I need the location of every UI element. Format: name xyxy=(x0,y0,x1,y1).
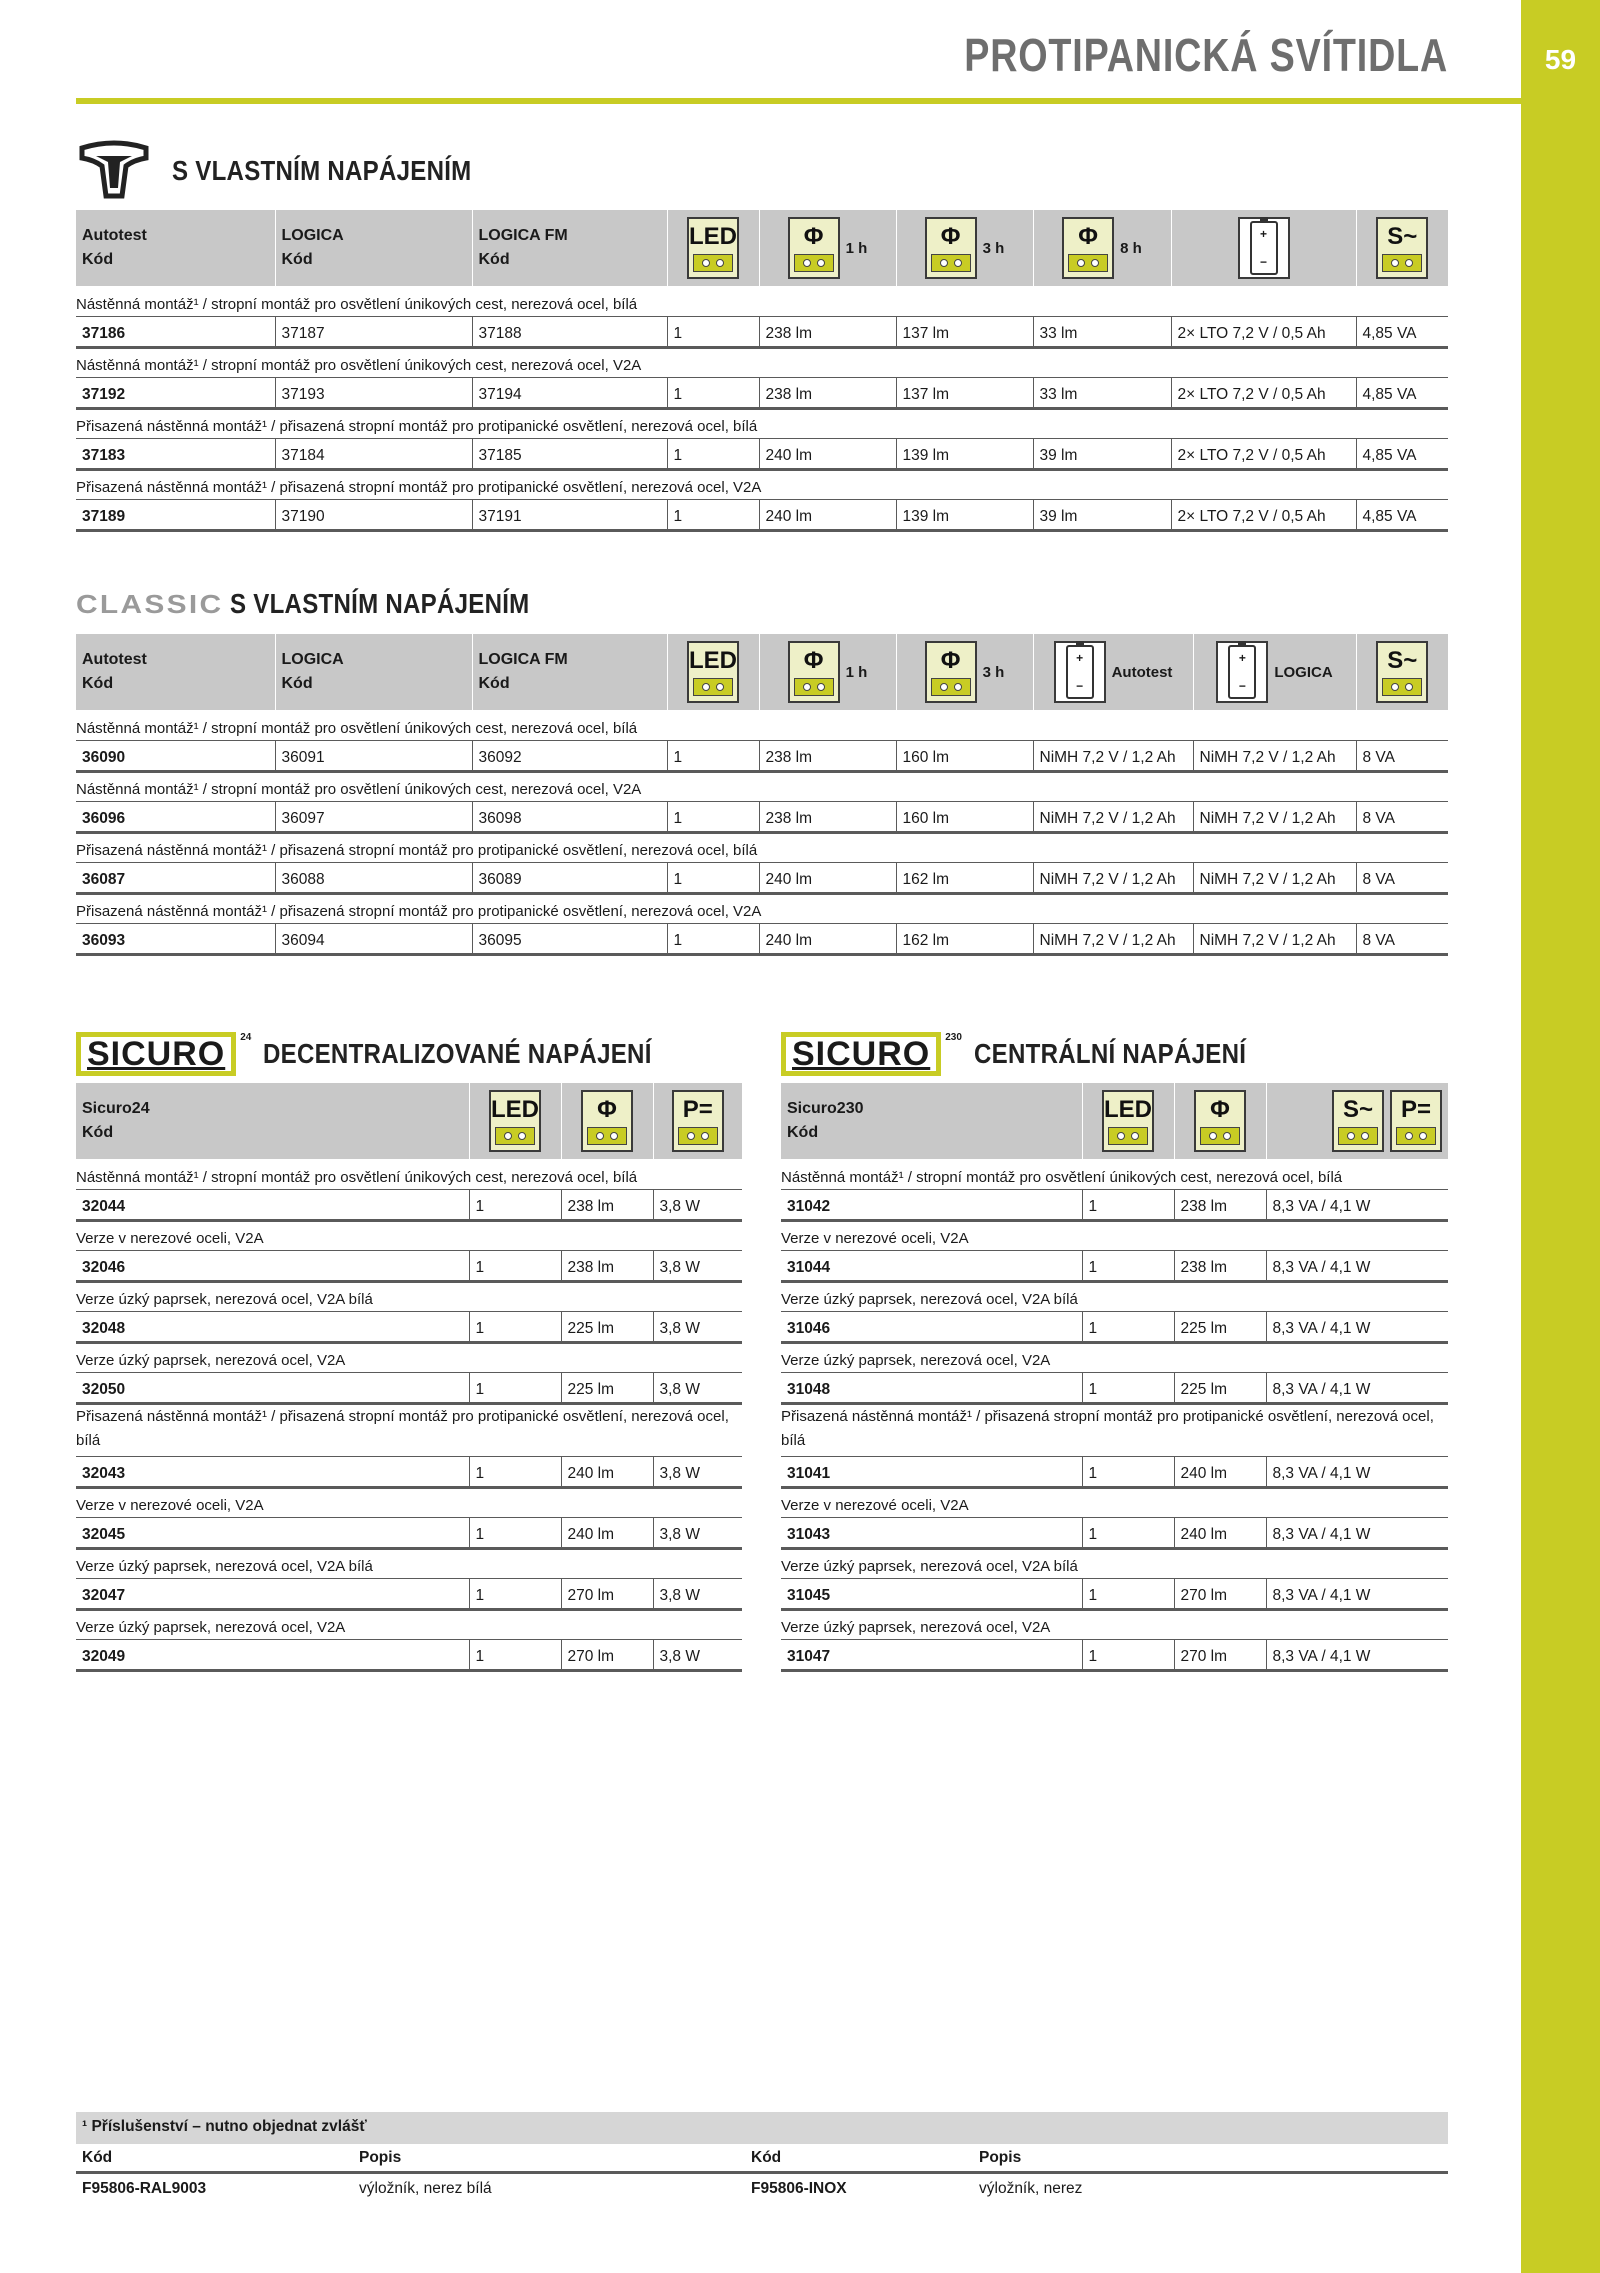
product-code: 37189 xyxy=(76,499,275,530)
table-cell: 8 VA xyxy=(1356,740,1448,771)
section2-table xyxy=(76,634,1448,956)
flux-8h-column-header: Φ 8 h xyxy=(1033,210,1171,286)
table-cell: 225 lm xyxy=(561,1311,653,1342)
battery-icon: + − xyxy=(1216,641,1268,703)
table-cell: 1 xyxy=(469,1639,561,1670)
led-column-header xyxy=(667,634,759,710)
column-header: Autotest Kód xyxy=(76,210,275,286)
battery-icon: + − xyxy=(1054,641,1106,703)
led-column-header xyxy=(667,210,759,286)
product-description: Přisazená nástěnná montáž¹ / přisazená stropní montáž pro protipanické osvětlení, nerezová ocel, V2A xyxy=(76,469,1448,499)
table-row xyxy=(76,801,1448,832)
product-description-row xyxy=(76,771,1448,801)
product-description-row xyxy=(76,1609,742,1639)
flux-column-header xyxy=(1174,1083,1266,1159)
battery-icon: + − xyxy=(1238,217,1290,279)
product-code: 37192 xyxy=(76,377,275,408)
table-cell: 4,85 VA xyxy=(1356,499,1448,530)
table-cell: 1 xyxy=(1082,1311,1174,1342)
footnote-header: Kód xyxy=(82,2148,113,2166)
power-column-header xyxy=(1356,210,1448,286)
table-cell: 2× LTO 7,2 V / 0,5 Ah xyxy=(1171,499,1356,530)
product-code: 36090 xyxy=(76,740,275,771)
led-column-header xyxy=(1082,1083,1174,1159)
table-cell: 8 VA xyxy=(1356,801,1448,832)
section3-heading xyxy=(76,1032,715,1076)
table-cell: 1 xyxy=(667,923,759,954)
column-header: Autotest Kód xyxy=(76,634,275,710)
power-column-header xyxy=(1356,634,1448,710)
product-description: Nástěnná montáž¹ / stropní montáž pro osvětlení únikových cest, nerezová ocel, V2A xyxy=(76,771,1448,801)
product-description-row xyxy=(76,1281,742,1311)
header-divider xyxy=(76,98,1522,104)
flux-column-header xyxy=(561,1083,653,1159)
power-ac-icon: S~ xyxy=(1376,217,1428,279)
table-cell: 1 xyxy=(1082,1372,1174,1403)
table-cell: 3,8 W xyxy=(653,1639,742,1670)
classic-logo: CLASSIC xyxy=(76,588,224,619)
table-cell: 36094 xyxy=(275,923,472,954)
table-cell: 1 xyxy=(667,377,759,408)
section-title: S VLASTNÍM NAPÁJENÍM xyxy=(172,155,472,186)
section1-table xyxy=(76,210,1448,532)
table-cell: 1 xyxy=(667,438,759,469)
product-code: 31046 xyxy=(781,1311,1082,1342)
footnote-header: Kód xyxy=(751,2148,782,2166)
product-description: Verze úzký paprsek, nerezová ocel, V2A xyxy=(76,1342,742,1372)
product-code: 31047 xyxy=(781,1639,1082,1670)
led-icon: LED xyxy=(1102,1090,1154,1152)
table-cell: 162 lm xyxy=(896,862,1033,893)
table-cell: 8,3 VA / 4,1 W xyxy=(1266,1578,1448,1609)
table-cell: 1 xyxy=(469,1250,561,1281)
product-description: Verze úzký paprsek, nerezová ocel, V2A bílá xyxy=(781,1281,1448,1311)
footnote-row xyxy=(76,2174,1448,2204)
table-cell: 37194 xyxy=(472,377,667,408)
table-row xyxy=(76,316,1448,347)
product-description-row xyxy=(781,1281,1448,1311)
table-cell: 238 lm xyxy=(1174,1250,1266,1281)
table-cell: 4,85 VA xyxy=(1356,377,1448,408)
product-description-row xyxy=(781,1487,1448,1517)
table-cell: 37193 xyxy=(275,377,472,408)
table-cell: NiMH 7,2 V / 1,2 Ah xyxy=(1033,740,1193,771)
table-row xyxy=(76,1311,742,1342)
table-cell: 240 lm xyxy=(759,499,896,530)
led-icon: LED xyxy=(687,641,739,703)
table-cell: 4,85 VA xyxy=(1356,316,1448,347)
table-row xyxy=(76,740,1448,771)
table-cell: 1 xyxy=(667,740,759,771)
product-description-row xyxy=(781,1548,1448,1578)
section4-heading xyxy=(781,1032,1290,1076)
power-dc-icon: P= xyxy=(1390,1090,1442,1152)
table-cell: 1 xyxy=(469,1189,561,1220)
luminous-flux-icon: Φ xyxy=(1194,1090,1246,1152)
table-cell: 238 lm xyxy=(561,1250,653,1281)
led-icon: LED xyxy=(489,1090,541,1152)
flux-1h-column-header: Φ 1 h xyxy=(759,634,896,710)
product-description: Verze úzký paprsek, nerezová ocel, V2A xyxy=(781,1342,1448,1372)
table-cell: 3,8 W xyxy=(653,1517,742,1548)
table-cell: 270 lm xyxy=(561,1639,653,1670)
product-description-row xyxy=(76,1159,742,1189)
table-cell: NiMH 7,2 V / 1,2 Ah xyxy=(1193,862,1356,893)
product-description-row xyxy=(76,832,1448,862)
table-cell: 36092 xyxy=(472,740,667,771)
table-cell: 2× LTO 7,2 V / 0,5 Ah xyxy=(1171,377,1356,408)
table-row xyxy=(76,923,1448,954)
product-description: Nástěnná montáž¹ / stropní montáž pro osvětlení únikových cest, nerezová ocel, bílá xyxy=(76,710,1448,740)
section4-table xyxy=(781,1083,1448,1672)
product-description: Nástěnná montáž¹ / stropní montáž pro osvětlení únikových cest, nerezová ocel, bílá xyxy=(76,1159,742,1189)
flux-3h-column-header: Φ 3 h xyxy=(896,210,1033,286)
table-cell: 160 lm xyxy=(896,740,1033,771)
table-cell: 238 lm xyxy=(759,740,896,771)
section-title: S VLASTNÍM NAPÁJENÍM xyxy=(230,588,530,619)
table-cell: 3,8 W xyxy=(653,1372,742,1403)
table-cell: 1 xyxy=(469,1517,561,1548)
product-description-row xyxy=(76,347,1448,377)
table-cell: 33 lm xyxy=(1033,316,1171,347)
table-cell: 36091 xyxy=(275,740,472,771)
battery-logica-column-header: + − LOGICA xyxy=(1193,634,1356,710)
accessory-description: výložník, nerez bílá xyxy=(359,2180,492,2197)
table-cell: 8,3 VA / 4,1 W xyxy=(1266,1456,1448,1487)
table-cell: 8 VA xyxy=(1356,923,1448,954)
accessories-footnote xyxy=(76,2112,1448,2204)
table-row xyxy=(781,1456,1448,1487)
table-cell: 240 lm xyxy=(759,862,896,893)
product-code: 31042 xyxy=(781,1189,1082,1220)
table-cell: 36095 xyxy=(472,923,667,954)
product-description: Nástěnná montáž¹ / stropní montáž pro osvětlení únikových cest, nerezová ocel, bílá xyxy=(781,1159,1448,1189)
column-header: Sicuro24 Kód xyxy=(76,1083,469,1159)
table-row xyxy=(76,1578,742,1609)
luminous-flux-icon: Φ xyxy=(925,217,977,279)
power-column-header xyxy=(1266,1083,1448,1159)
table-cell: 162 lm xyxy=(896,923,1033,954)
table-cell: 1 xyxy=(1082,1456,1174,1487)
table-cell: 1 xyxy=(667,316,759,347)
section-title: DECENTRALIZOVANÉ NAPÁJENÍ xyxy=(263,1038,652,1069)
accessory-description: výložník, nerez xyxy=(979,2180,1083,2197)
table-cell: 39 lm xyxy=(1033,499,1171,530)
product-code: 36087 xyxy=(76,862,275,893)
power-column-header xyxy=(653,1083,742,1159)
product-description: Verze úzký paprsek, nerezová ocel, V2A bílá xyxy=(76,1548,742,1578)
luminous-flux-icon: Φ xyxy=(581,1090,633,1152)
table-cell: NiMH 7,2 V / 1,2 Ah xyxy=(1193,801,1356,832)
product-code: 36096 xyxy=(76,801,275,832)
product-code: 31041 xyxy=(781,1456,1082,1487)
luminous-flux-icon: Φ xyxy=(788,641,840,703)
product-code: 31048 xyxy=(781,1372,1082,1403)
product-code: 37183 xyxy=(76,438,275,469)
product-description: Přisazená nástěnná montáž¹ / přisazená stropní montáž pro protipanické osvětlení, nerezová ocel, V2A xyxy=(76,893,1448,923)
table-cell: 37188 xyxy=(472,316,667,347)
power-ac-icon: S~ xyxy=(1332,1090,1384,1152)
table-cell: 8 VA xyxy=(1356,862,1448,893)
table-cell: 139 lm xyxy=(896,438,1033,469)
table-row xyxy=(76,499,1448,530)
table-cell: 139 lm xyxy=(896,499,1033,530)
product-code: 32050 xyxy=(76,1372,469,1403)
table-cell: 1 xyxy=(667,499,759,530)
table-cell: 1 xyxy=(469,1456,561,1487)
table-row xyxy=(76,1639,742,1670)
table-cell: 225 lm xyxy=(1174,1372,1266,1403)
led-column-header xyxy=(469,1083,561,1159)
footnote-header-row xyxy=(76,2144,1448,2174)
luminous-flux-icon: Φ xyxy=(925,641,977,703)
product-description-row xyxy=(76,1342,742,1372)
table-cell: 240 lm xyxy=(1174,1517,1266,1548)
table-cell: 3,8 W xyxy=(653,1250,742,1281)
table-cell: 137 lm xyxy=(896,377,1033,408)
table-row xyxy=(781,1578,1448,1609)
table-cell: 2× LTO 7,2 V / 0,5 Ah xyxy=(1171,438,1356,469)
product-description-row xyxy=(76,1548,742,1578)
table-cell: 238 lm xyxy=(759,801,896,832)
flux-1h-column-header: Φ 1 h xyxy=(759,210,896,286)
table-cell: 37184 xyxy=(275,438,472,469)
luminous-flux-icon: Φ xyxy=(1062,217,1114,279)
table-row xyxy=(781,1189,1448,1220)
table-cell: 1 xyxy=(469,1311,561,1342)
table-cell: 270 lm xyxy=(561,1578,653,1609)
table-cell: 1 xyxy=(1082,1250,1174,1281)
product-code: 32049 xyxy=(76,1639,469,1670)
table-cell: NiMH 7,2 V / 1,2 Ah xyxy=(1193,923,1356,954)
table-cell: 8,3 VA / 4,1 W xyxy=(1266,1639,1448,1670)
product-code: 32044 xyxy=(76,1189,469,1220)
table-row xyxy=(76,1372,742,1403)
product-description-row xyxy=(781,1342,1448,1372)
table-cell: 225 lm xyxy=(1174,1311,1266,1342)
table-cell: 37190 xyxy=(275,499,472,530)
table-cell: 39 lm xyxy=(1033,438,1171,469)
product-description-row xyxy=(781,1403,1448,1456)
table-cell: 4,85 VA xyxy=(1356,438,1448,469)
product-description-row xyxy=(76,1403,742,1456)
power-dc-icon: P= xyxy=(672,1090,724,1152)
product-description: Verze v nerezové oceli, V2A xyxy=(781,1487,1448,1517)
table-cell: 8,3 VA / 4,1 W xyxy=(1266,1250,1448,1281)
footnote-header: Popis xyxy=(979,2148,1022,2166)
table-cell: 240 lm xyxy=(1174,1456,1266,1487)
luminous-flux-icon: Φ xyxy=(788,217,840,279)
table-cell: 3,8 W xyxy=(653,1456,742,1487)
table-cell: 270 lm xyxy=(1174,1639,1266,1670)
accessory-code: F95806-RAL9003 xyxy=(82,2180,207,2197)
table-cell: 3,8 W xyxy=(653,1189,742,1220)
table-cell: 8,3 VA / 4,1 W xyxy=(1266,1372,1448,1403)
table-cell: 1 xyxy=(667,801,759,832)
product-description: Přisazená nástěnná montáž¹ / přisazená stropní montáž pro protipanické osvětlení, nerezová ocel, bílá xyxy=(76,832,1448,862)
table-cell: 238 lm xyxy=(759,316,896,347)
table-cell: 36089 xyxy=(472,862,667,893)
product-description: Přisazená nástěnná montáž¹ / přisazená stropní montáž pro protipanické osvětlení, nerezová ocel, bílá xyxy=(781,1403,1448,1456)
table-cell: 240 lm xyxy=(561,1456,653,1487)
table-cell: 137 lm xyxy=(896,316,1033,347)
product-description-row xyxy=(781,1609,1448,1639)
led-icon: LED xyxy=(687,217,739,279)
table-row xyxy=(76,1517,742,1548)
table-cell: NiMH 7,2 V / 1,2 Ah xyxy=(1033,801,1193,832)
product-code: 32043 xyxy=(76,1456,469,1487)
product-code: 36093 xyxy=(76,923,275,954)
table-row xyxy=(76,1189,742,1220)
table-cell: 240 lm xyxy=(759,923,896,954)
table-cell: NiMH 7,2 V / 1,2 Ah xyxy=(1033,923,1193,954)
product-description-row xyxy=(76,408,1448,438)
table-cell: NiMH 7,2 V / 1,2 Ah xyxy=(1033,862,1193,893)
product-description: Verze v nerezové oceli, V2A xyxy=(76,1220,742,1250)
product-code: 37186 xyxy=(76,316,275,347)
table-cell: 1 xyxy=(1082,1578,1174,1609)
column-header: LOGICA FM Kód xyxy=(472,210,667,286)
table-cell: 8,3 VA / 4,1 W xyxy=(1266,1311,1448,1342)
table-cell: 1 xyxy=(667,862,759,893)
page-number: 59 xyxy=(1544,44,1577,75)
accessory-code: F95806-INOX xyxy=(751,2180,847,2197)
side-color-band xyxy=(1521,0,1600,2273)
product-code: 32045 xyxy=(76,1517,469,1548)
table-cell: 36097 xyxy=(275,801,472,832)
column-header: LOGICA FM Kód xyxy=(472,634,667,710)
section2-heading xyxy=(76,588,578,620)
table-cell: NiMH 7,2 V / 1,2 Ah xyxy=(1193,740,1356,771)
product-description-row xyxy=(76,893,1448,923)
product-description: Nástěnná montáž¹ / stropní montáž pro osvětlení únikových cest, nerezová ocel, bílá xyxy=(76,286,1448,316)
table-row xyxy=(781,1517,1448,1548)
table-cell: 1 xyxy=(469,1372,561,1403)
table-cell: 8,3 VA / 4,1 W xyxy=(1266,1189,1448,1220)
product-description: Nástěnná montáž¹ / stropní montáž pro osvětlení únikových cest, nerezová ocel, V2A xyxy=(76,347,1448,377)
product-description: Verze úzký paprsek, nerezová ocel, V2A bílá xyxy=(76,1281,742,1311)
table-row xyxy=(76,1456,742,1487)
product-description: Verze úzký paprsek, nerezová ocel, V2A xyxy=(76,1609,742,1639)
footnote-title: ¹ Příslušenství – nutno objednat zvlášť xyxy=(76,2112,1448,2144)
product-code: 32047 xyxy=(76,1578,469,1609)
table-cell: 1 xyxy=(1082,1517,1174,1548)
section-title: CENTRÁLNÍ NAPÁJENÍ xyxy=(973,1038,1247,1069)
table-cell: 37185 xyxy=(472,438,667,469)
product-description: Verze v nerezové oceli, V2A xyxy=(76,1487,742,1517)
footnote-header: Popis xyxy=(359,2148,402,2166)
product-description-row xyxy=(781,1220,1448,1250)
table-cell: 1 xyxy=(1082,1639,1174,1670)
table-cell: 1 xyxy=(469,1578,561,1609)
table-cell: 270 lm xyxy=(1174,1578,1266,1609)
product-code: 32046 xyxy=(76,1250,469,1281)
product-description-row xyxy=(781,1159,1448,1189)
table-row xyxy=(781,1372,1448,1403)
flux-3h-column-header: Φ 3 h xyxy=(896,634,1033,710)
table-cell: 238 lm xyxy=(561,1189,653,1220)
product-description-row xyxy=(76,710,1448,740)
table-row xyxy=(76,438,1448,469)
table-row xyxy=(76,377,1448,408)
column-header: LOGICA Kód xyxy=(275,210,472,286)
table-cell: 36098 xyxy=(472,801,667,832)
table-cell: 1 xyxy=(1082,1189,1174,1220)
table-cell: 240 lm xyxy=(759,438,896,469)
sicuro24-logo: SICURO 24 xyxy=(76,1032,251,1076)
product-description-row xyxy=(76,1220,742,1250)
sicuro230-logo: SICURO 230 xyxy=(781,1032,962,1076)
product-code: 31045 xyxy=(781,1578,1082,1609)
table-cell: 33 lm xyxy=(1033,377,1171,408)
product-description: Verze úzký paprsek, nerezová ocel, V2A bílá xyxy=(781,1548,1448,1578)
table-row xyxy=(781,1311,1448,1342)
product-description-row xyxy=(76,1487,742,1517)
table-cell: 3,8 W xyxy=(653,1578,742,1609)
table-cell: 160 lm xyxy=(896,801,1033,832)
table-cell: 37187 xyxy=(275,316,472,347)
section3-table xyxy=(76,1083,742,1672)
battery-column-header xyxy=(1171,210,1356,286)
battery-autotest-column-header: + − Autotest xyxy=(1033,634,1193,710)
table-row xyxy=(781,1639,1448,1670)
table-row xyxy=(76,1250,742,1281)
table-cell: 238 lm xyxy=(759,377,896,408)
table-cell: 240 lm xyxy=(561,1517,653,1548)
product-description: Verze v nerezové oceli, V2A xyxy=(781,1220,1448,1250)
table-cell: 2× LTO 7,2 V / 0,5 Ah xyxy=(1171,316,1356,347)
product-description: Verze úzký paprsek, nerezová ocel, V2A xyxy=(781,1609,1448,1639)
column-header: Sicuro230 Kód xyxy=(781,1083,1082,1159)
product-description: Přisazená nástěnná montáž¹ / přisazená stropní montáž pro protipanické osvětlení, nerezová ocel, bílá xyxy=(76,1403,742,1456)
product-description: Přisazená nástěnná montáž¹ / přisazená stropní montáž pro protipanické osvětlení, nerezová ocel, bílá xyxy=(76,408,1448,438)
table-cell: 37191 xyxy=(472,499,667,530)
product-description-row xyxy=(76,286,1448,316)
product-code: 32048 xyxy=(76,1311,469,1342)
table-row xyxy=(781,1250,1448,1281)
power-ac-icon: S~ xyxy=(1376,641,1428,703)
table-row xyxy=(76,862,1448,893)
product-description-row xyxy=(76,469,1448,499)
column-header: LOGICA Kód xyxy=(275,634,472,710)
section1-heading xyxy=(76,140,520,202)
table-cell: 8,3 VA / 4,1 W xyxy=(1266,1517,1448,1548)
product-code: 31043 xyxy=(781,1517,1082,1548)
t-shaped-luminaire-icon xyxy=(76,140,152,202)
page-title: PROTIPANICKÁ SVÍTIDLA xyxy=(964,29,1448,81)
table-cell: 225 lm xyxy=(561,1372,653,1403)
table-cell: 3,8 W xyxy=(653,1311,742,1342)
table-cell: 36088 xyxy=(275,862,472,893)
product-code: 31044 xyxy=(781,1250,1082,1281)
table-cell: 238 lm xyxy=(1174,1189,1266,1220)
